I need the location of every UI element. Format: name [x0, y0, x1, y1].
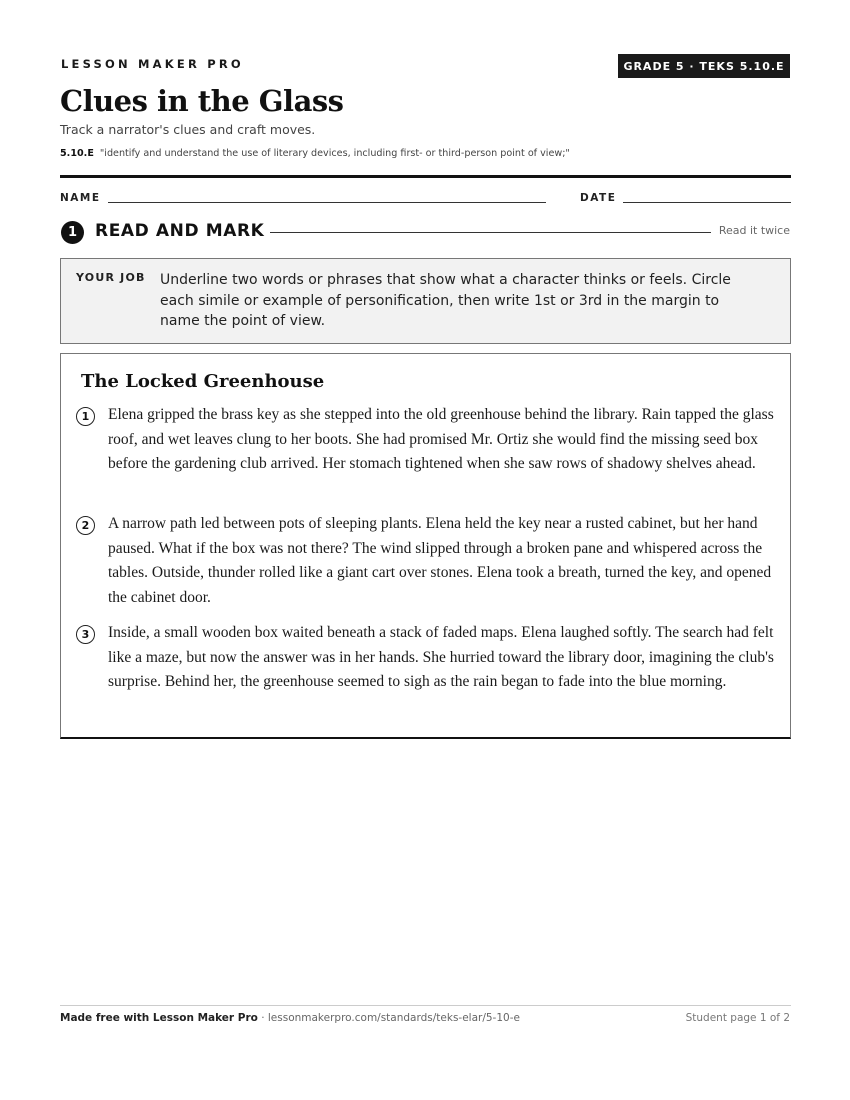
- paragraph: Inside, a small wooden box waited beneath a stack of faded maps. Elena laughed softly. The search had felt like a maze, but now the answer was in her hands. She hurried toward the library door, imagining the club's surprise. Behind her, the greenhouse seemed to sigh as the rain began to fade into the blue morning.: [108, 624, 774, 690]
- standard-line: [60, 148, 570, 159]
- job-text: Underline two words or phrases that show what a character thinks or feels. Circle each simile or example of personification, then write 1st or 3rd in the margin to name the point of view.: [160, 272, 731, 329]
- section-number: 1: [61, 221, 84, 244]
- page-indicator: Student page 1 of 2: [685, 1012, 790, 1024]
- footer-url[interactable]: · lessonmakerpro.com/standards/teks-elar/5-10-e: [257, 1012, 520, 1024]
- section-hint: Read it twice: [718, 224, 790, 237]
- passage-title: The Locked Greenhouse: [81, 371, 325, 392]
- paragraph-number: 3: [76, 625, 95, 644]
- section-divider: [270, 232, 711, 233]
- header-divider: [60, 175, 791, 178]
- footer-made-with: Made free with Lesson Maker Pro: [60, 1012, 258, 1024]
- paragraph-number: 1: [76, 407, 95, 426]
- section-title: READ AND MARK: [95, 221, 265, 241]
- standard-code: 5.10.E: [60, 148, 94, 159]
- name-label: NAME: [60, 192, 101, 204]
- page-title: Clues in the Glass: [60, 84, 344, 118]
- job-label: YOUR JOB: [76, 271, 146, 284]
- footer-divider: [60, 1005, 791, 1006]
- name-line[interactable]: [108, 202, 546, 203]
- job-box: [60, 258, 791, 344]
- date-line[interactable]: [623, 202, 791, 203]
- paragraph: A narrow path led between pots of sleeping plants. Elena held the key near a rusted cabinet, but her hand paused. What if the box was not there? The wind slipped through a broken pane and whispered across the tables. Outside, thunder rolled like a giant cart over stones. Elena took a breath, turned the key, and opened the cabinet door.: [108, 515, 772, 606]
- footer-credit: [60, 1012, 520, 1024]
- brand-name: LESSON MAKER PRO: [61, 57, 244, 71]
- standard-text: "identify and understand the use of literary devices, including first- or third-person point of view;": [99, 148, 570, 159]
- date-label: DATE: [580, 192, 617, 204]
- page-subtitle: Track a narrator's clues and craft moves.: [60, 122, 316, 137]
- grade-badge: GRADE 5 · TEKS 5.10.E: [618, 54, 790, 78]
- paragraph: Elena gripped the brass key as she stepped into the old greenhouse behind the library. Rain tapped the glass roof, and wet leaves clung to her boots. She had promised Mr. Ortiz she would find the missing seed box before the gardening club arrived. Her stomach tightened when she saw rows of shadowy shelves ahead.: [108, 406, 774, 472]
- passage-box: [60, 353, 791, 739]
- paragraph-number: 2: [76, 516, 95, 535]
